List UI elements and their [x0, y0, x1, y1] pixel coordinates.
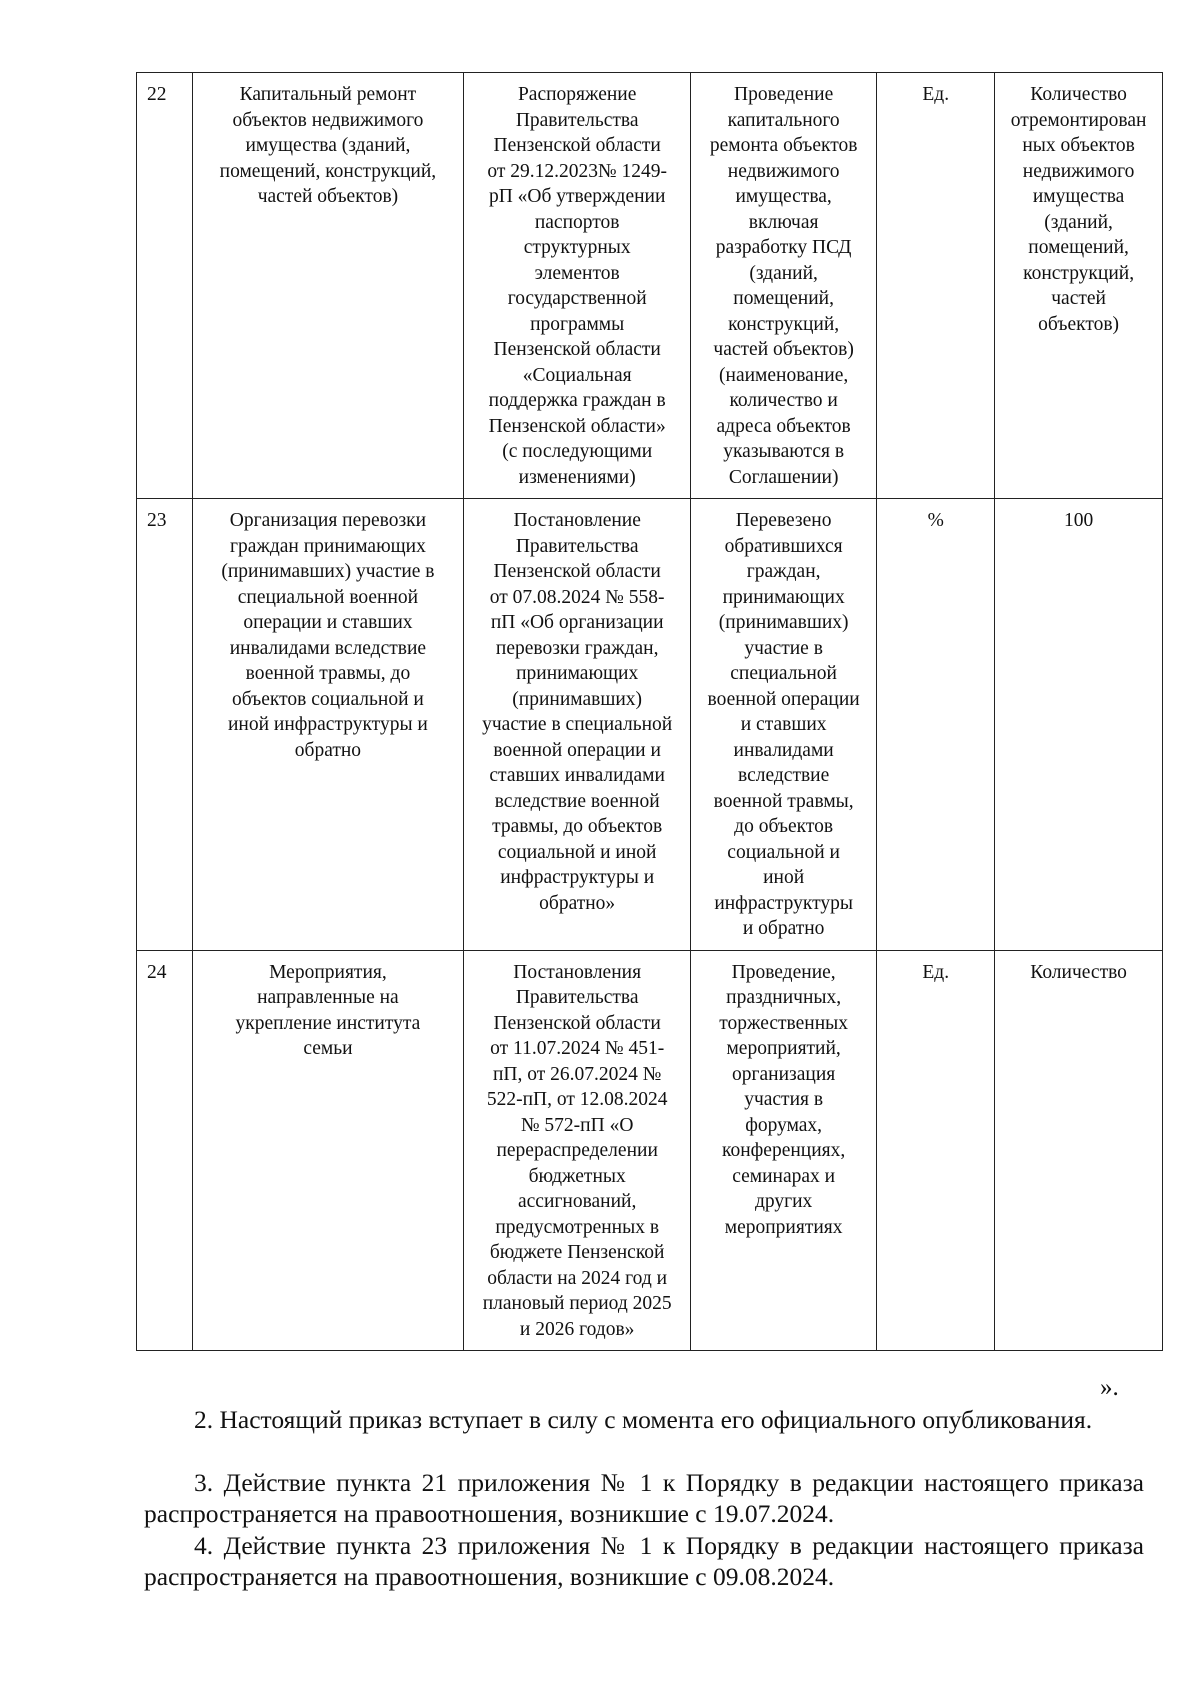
measures-table — [136, 72, 1163, 1351]
indicator: Количество отремонтирован ных объектов недвижимого имущества (зданий, помещений, конструкций, частей объектов) — [995, 73, 1163, 499]
result-description: Проведение, праздничных, торжественных мероприятий, организация участия в форумах, конференциях, семинарах и других мероприятиях — [691, 950, 877, 1351]
paragraph-2: 2. Настоящий приказ вступает в силу с момента его официального опубликования. — [194, 1405, 1093, 1434]
unit: Ед. — [877, 73, 995, 499]
table-row-22 — [137, 73, 1163, 499]
legal-basis: Постановление Правительства Пензенской области от 07.08.2024 № 558- пП «Об организации перевозки граждан, принимающих (принимавших) участие в специальной военной операции и ставших инвалидами вследствие военной травмы, до объектов социальной и иной инфраструктуры и обратно» — [464, 499, 691, 951]
legal-basis: Распоряжение Правительства Пензенской области от 29.12.2023№ 1249- рП «Об утверждении паспортов структурных элементов государственной программы Пензенской области «Социальная поддержка граждан в Пензенской области» (с последующими изменениями) — [464, 73, 691, 499]
row-number: 22 — [137, 73, 193, 499]
row-number: 23 — [137, 499, 193, 951]
result-description: Проведение капитального ремонта объектов недвижимого имущества, включая разработку ПСД (зданий, помещений, конструкций, частей объектов) (наименование, количество и адреса объектов указываются в Соглашении) — [691, 73, 877, 499]
indicator: Количество — [995, 950, 1163, 1351]
closing-quote-mark: ». — [1100, 1374, 1119, 1401]
paragraph-3: 3. Действие пункта 21 приложения № 1 к Порядку в редакции настоящего приказа распространяется на правоотношения, возникшие с 19.07.2024. — [144, 1468, 1144, 1528]
table-row-24 — [137, 950, 1163, 1351]
unit: % — [877, 499, 995, 951]
paragraph-4: 4. Действие пункта 23 приложения № 1 к Порядку в редакции настоящего приказа распространяется на правоотношения, возникшие с 09.08.2024. — [144, 1531, 1144, 1591]
legal-basis: Постановления Правительства Пензенской области от 11.07.2024 № 451- пП, от 26.07.2024 № 522-пП, от 12.08.2024 № 572-пП «О перераспределении бюджетных ассигнований, предусмотренных в бюджете Пензенской области на 2024 год и плановый период 2025 и 2026 годов» — [464, 950, 691, 1351]
indicator: 100 — [995, 499, 1163, 951]
result-description: Перевезено обратившихся граждан, принимающих (принимавших) участие в специальной военной операции и ставших инвалидами вследствие военной травмы, до объектов социальной и иной инфраструктуры и обратно — [691, 499, 877, 951]
measure-name: Капитальный ремонт объектов недвижимого имущества (зданий, помещений, конструкций, частей объектов) — [192, 73, 464, 499]
measure-name: Мероприятия, направленные на укрепление института семьи — [192, 950, 464, 1351]
row-number: 24 — [137, 950, 193, 1351]
table-row-23 — [137, 499, 1163, 951]
measure-name: Организация перевозки граждан принимающих (принимавших) участие в специальной военной операции и ставших инвалидами вследствие военной травмы, до объектов социальной и иной инфраструктуры и обратно — [192, 499, 464, 951]
unit: Ед. — [877, 950, 995, 1351]
